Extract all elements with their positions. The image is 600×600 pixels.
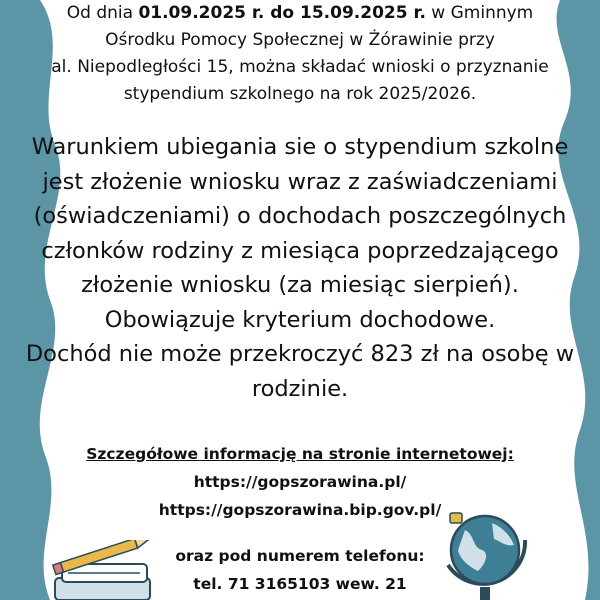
- date-to: 15.09.2025 r.: [300, 3, 426, 23]
- main-line: złożenie wniosku (za miesiąc sierpień).: [81, 272, 519, 298]
- intro-prefix: Od dnia: [66, 3, 139, 23]
- intro-line-2: Ośrodku Pomocy Społecznej w Żórawinie przy: [105, 30, 495, 50]
- main-line: Obowiązuje kryterium dochodowe.: [104, 306, 496, 333]
- intro-line-3: al. Niepodległości 15, można składać wnioski o przyznanie: [51, 57, 549, 77]
- info-paragraph: [40, 440, 560, 524]
- bip-link[interactable]: https://gopszorawina.bip.gov.pl/: [158, 501, 442, 519]
- intro-line-1: [30, 0, 570, 27]
- main-line: członków rodziny z miesiąca poprzedzającego: [41, 237, 559, 264]
- phone-paragraph: [120, 542, 480, 598]
- main-line: Dochód nie może przekroczyć 823 zł na osobę w: [25, 341, 575, 367]
- main-line: (oświadczeniami) o dochodach poszczególnych: [33, 203, 567, 229]
- intro-suffix: w Gminnym: [425, 3, 534, 23]
- intro-paragraph: [30, 0, 570, 108]
- main-paragraph: [10, 130, 590, 406]
- intro-middle: do: [264, 3, 301, 23]
- website-link[interactable]: https://gopszorawina.pl/: [193, 473, 407, 491]
- main-line: Warunkiem ubiegania sie o stypendium szkolne: [31, 134, 569, 160]
- intro-line-4: stypendium szkolnego na rok 2025/2026.: [123, 84, 477, 104]
- date-from: 01.09.2025 r.: [138, 3, 265, 23]
- main-line: rodzinie.: [251, 375, 349, 402]
- phone-intro: oraz pod numerem telefonu:: [175, 547, 425, 565]
- info-heading: Szczegółowe informację na stronie internetowej:: [86, 445, 514, 463]
- main-line: jest złożenie wniosku wraz z zaświadczeniami: [42, 168, 558, 195]
- phone-number[interactable]: tel. 71 3165103 wew. 21: [193, 575, 407, 593]
